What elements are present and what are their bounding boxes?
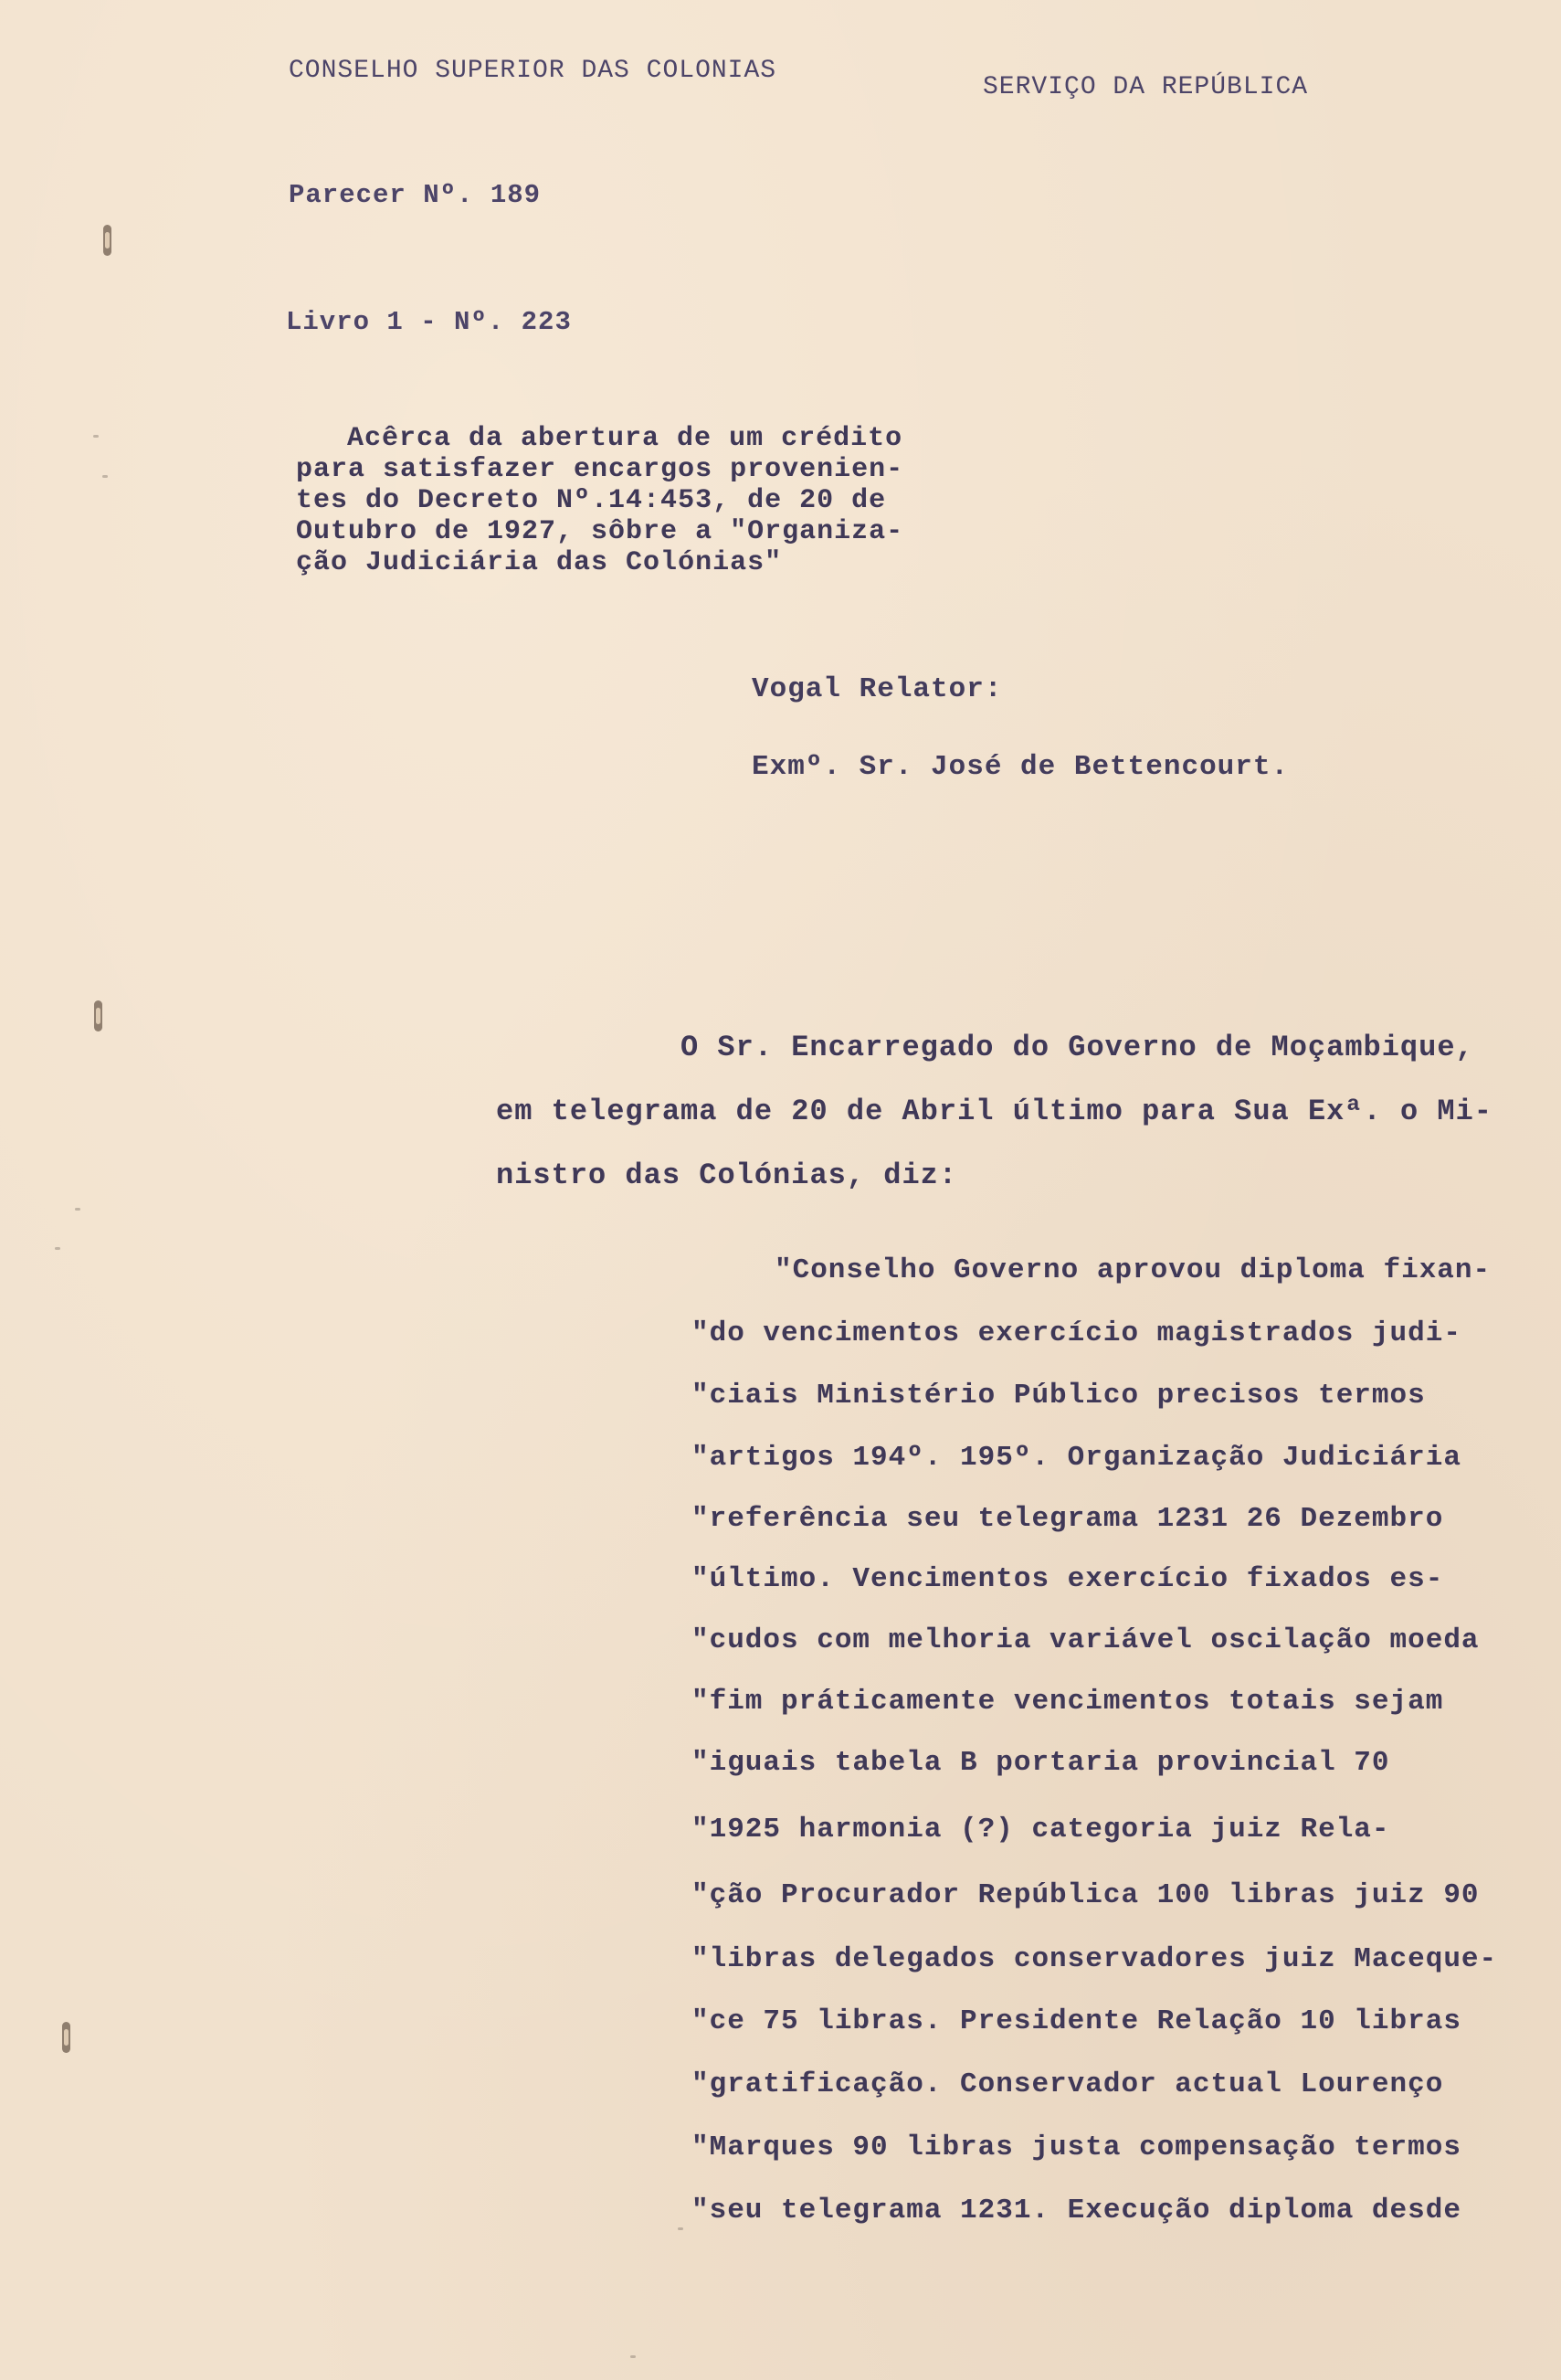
subject-line: ção Judiciária das Colónias" xyxy=(296,547,783,578)
quote-line: "seu telegrama 1231. Execução diploma desde xyxy=(691,2195,1461,2227)
body-line: nistro das Colónias, diz: xyxy=(496,1158,958,1192)
punch-hole xyxy=(103,225,111,256)
subject-line: Acêrca da abertura de um crédito xyxy=(347,423,903,454)
quote-line: "1925 harmonia (?) categoria juiz Rela- xyxy=(691,1814,1390,1846)
quote-line: "Conselho Governo aprovou diploma fixan- xyxy=(775,1254,1492,1286)
quote-line: "ção Procurador República 100 libras juiz 90 xyxy=(691,1879,1480,1911)
paper-speck xyxy=(75,1208,80,1211)
subject-line: Outubro de 1927, sôbre a "Organiza- xyxy=(296,516,904,547)
quote-line: "ce 75 libras. Presidente Relação 10 libras xyxy=(691,2005,1461,2037)
quote-line: "cudos com melhoria variável oscilação moeda xyxy=(691,1624,1480,1656)
quote-line: "gratificação. Conservador actual Lourenço xyxy=(691,2068,1444,2100)
quote-line: "referência seu telegrama 1231 26 Dezembro xyxy=(691,1503,1444,1535)
quote-line: "iguais tabela B portaria provincial 70 xyxy=(691,1747,1390,1779)
header-right: SERVIÇO DA REPÚBLICA xyxy=(983,73,1309,101)
paper-speck xyxy=(102,475,108,478)
subject-line: para satisfazer encargos provenien- xyxy=(296,454,904,485)
body-line: O Sr. Encarregado do Governo de Moçambique, xyxy=(680,1031,1474,1064)
quote-line: "fim práticamente vencimentos totais sejam xyxy=(691,1686,1444,1718)
paper-speck xyxy=(678,2227,683,2230)
quote-line: "artigos 194º. 195º. Organização Judiciária xyxy=(691,1442,1461,1474)
paper-speck xyxy=(93,435,99,438)
quote-line: "Marques 90 libras justa compensação termos xyxy=(691,2131,1461,2163)
paper-speck xyxy=(630,2355,636,2358)
parecer-number: Parecer Nº. 189 xyxy=(289,180,542,210)
body-line: em telegrama de 20 de Abril último para Sua Exª. o Mi- xyxy=(496,1095,1492,1128)
livro-number: Livro 1 - Nº. 223 xyxy=(286,307,572,337)
punch-hole xyxy=(62,2022,70,2053)
relator-name: Exmº. Sr. José de Bettencourt. xyxy=(752,751,1290,783)
quote-line: "último. Vencimentos exercício fixados es- xyxy=(691,1563,1444,1595)
quote-line: "ciais Ministério Público precisos termos xyxy=(691,1380,1426,1412)
header-left: CONSELHO SUPERIOR DAS COLONIAS xyxy=(289,57,777,85)
relator-label: Vogal Relator: xyxy=(752,673,1003,705)
paper-speck xyxy=(55,1247,60,1250)
quote-line: "do vencimentos exercício magistrados judi- xyxy=(691,1317,1461,1349)
quote-line: "libras delegados conservadores juiz Maceque- xyxy=(691,1943,1498,1975)
punch-hole xyxy=(94,1000,102,1031)
subject-line: tes do Decreto Nº.14:453, de 20 de xyxy=(296,485,887,516)
